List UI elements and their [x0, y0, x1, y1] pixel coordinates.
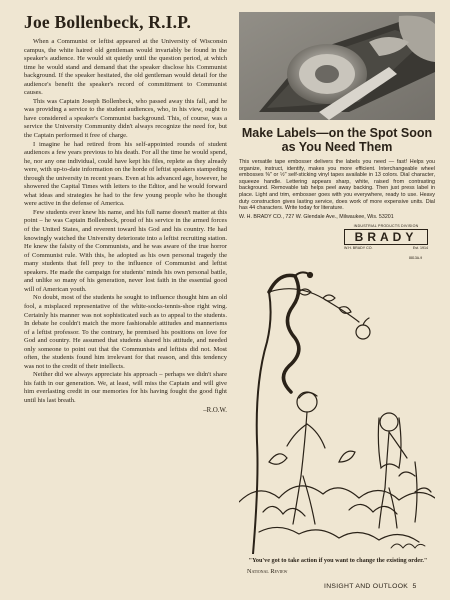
cartoon-credit: National Review [247, 568, 288, 575]
article-byline: –R.O.W. [203, 406, 227, 414]
ad-code: 8813A-9 [409, 256, 423, 260]
brady-company: W.H. BRADY CO. [344, 246, 373, 250]
article-paragraph: This was Captain Joseph Bollenbeck, who passed away this fall, and he was providing a service to the student audiences, who, in his view, ought to have considered a speaker's Communist background. This, of course, was a service the University Community didn't always recognize the need for, but the Captain performed it free of charge. [24, 97, 227, 140]
brady-subline [344, 246, 428, 250]
cartoon [239, 262, 435, 554]
article-paragraph: I imagine he had retired from his self-appointed rounds of student audiences a few years previous to his death. For all the time he would spend, he, nor any one individual, could have kept his files, replete as they already were, with up-to-date information on the horde of leftist speakers stampeding through the university in recent years. Even at his advanced age, however, he showered the Capital Times with letters to the Editor, and he would forward what ideas and strategies he had to the few young people who he thought were active in the defense of America. [24, 140, 227, 208]
sidebar-column [239, 12, 435, 575]
article-paragraph: No doubt, most of the students he sought to influence thought him an old fool, a misplaced representative of the white-socks-tennis-shoe right wing. Certainly his manner was not sophisticated such as to appeal to the students. In debate he couldn't match the more fashionable attitudes and mannerisms of a leftist professor. To the contrary, he premised his positions on love for God and country. He assumed that students shared his attitude, and needed only someone to point out that the Communists and leftists did not. Most often, the students found him irrelevant for that reason, and this tendency was not to the credit of their intellects. [24, 294, 227, 370]
article-paragraph: When a Communist or leftist appeared at the University of Wisconsin campus, the white haired old gentleman would invariably be found in the speaker's audience. He would sit quietly until the question period, at which time he would stand and demand that the speaker disclose his Communist background. If the speaker hesitated, the old gentleman would detail for the audience's benefit the speaker's record of committment to Communist causes. [24, 38, 227, 97]
label-maker-photo [239, 12, 435, 120]
brady-division: INDUSTRIAL PRODUCTS DIVISION [353, 224, 419, 228]
cartoon-caption: "You've got to take action if you want to change the existing order." [248, 557, 428, 564]
page-number: 5 [412, 583, 417, 590]
ad-body: This versatile tape embosser delivers the labels you need — fast! Helps you organize, instruct, identify, makes you more efficient. Interchangeable wheel embosses ⅜" or ½" self-sticking vinyl tapes available in 13 colors. Dial character, squeeze handle. Lettering appears sharp, white, raised from contrasting background. Removable tab helps peel away backing. Then just press label in place. Light and trim, embosser goes with you everywhere, ready to use. Heavy duty construction gives lasting service, does work of more expensive units. Dial has 44 characters. Write today for literature. [239, 159, 435, 212]
ad-headline: Make Labels—on the Spot Soon as You Need Them [241, 126, 433, 154]
brady-established: Est. 1914 [412, 246, 428, 250]
article-paragraph: Few students ever knew his name, and his full name doesn't matter at this point – he was Captain Bollenbeck, proud of his service in the armed forces of the United States, and reverent toward his God and his country. He had knowingly watched the University deteriorate into a leftist recruiting station. He knew the falsity of the Communists, and he was aware of the true horror of Communist rule. With this, he adopted as his own personal tragedy the many students that fell prey to the influence of Communist and leftist speakers. He made the campaign for students' minds his own personal battle, and unlike so many of his generation, never lost faith in the essential good will of American youth. [24, 208, 227, 293]
page-footer [324, 583, 417, 590]
article-paragraph: Neither did we always appreciate his approach – perhaps we didn't share his faith in our generation. We, at least, will miss the Captain and will give him everlasting credit in our memories for his having fought the good fight until his last breath. [24, 371, 227, 404]
article-body [24, 38, 227, 406]
label-maker-illustration [239, 12, 435, 120]
article [24, 12, 227, 414]
article-title: Joe Bollenbeck, R.I.P. [24, 12, 192, 32]
brady-brand: BRADY [344, 229, 428, 245]
brady-logo [344, 224, 428, 250]
cartoon-drawing [239, 262, 435, 554]
ad-address: W. H. BRADY CO., 727 W. Glendale Ave., Milwaukee, Wis. 53201 [239, 213, 394, 220]
publication-name: INSIGHT AND OUTLOOK [324, 583, 409, 590]
